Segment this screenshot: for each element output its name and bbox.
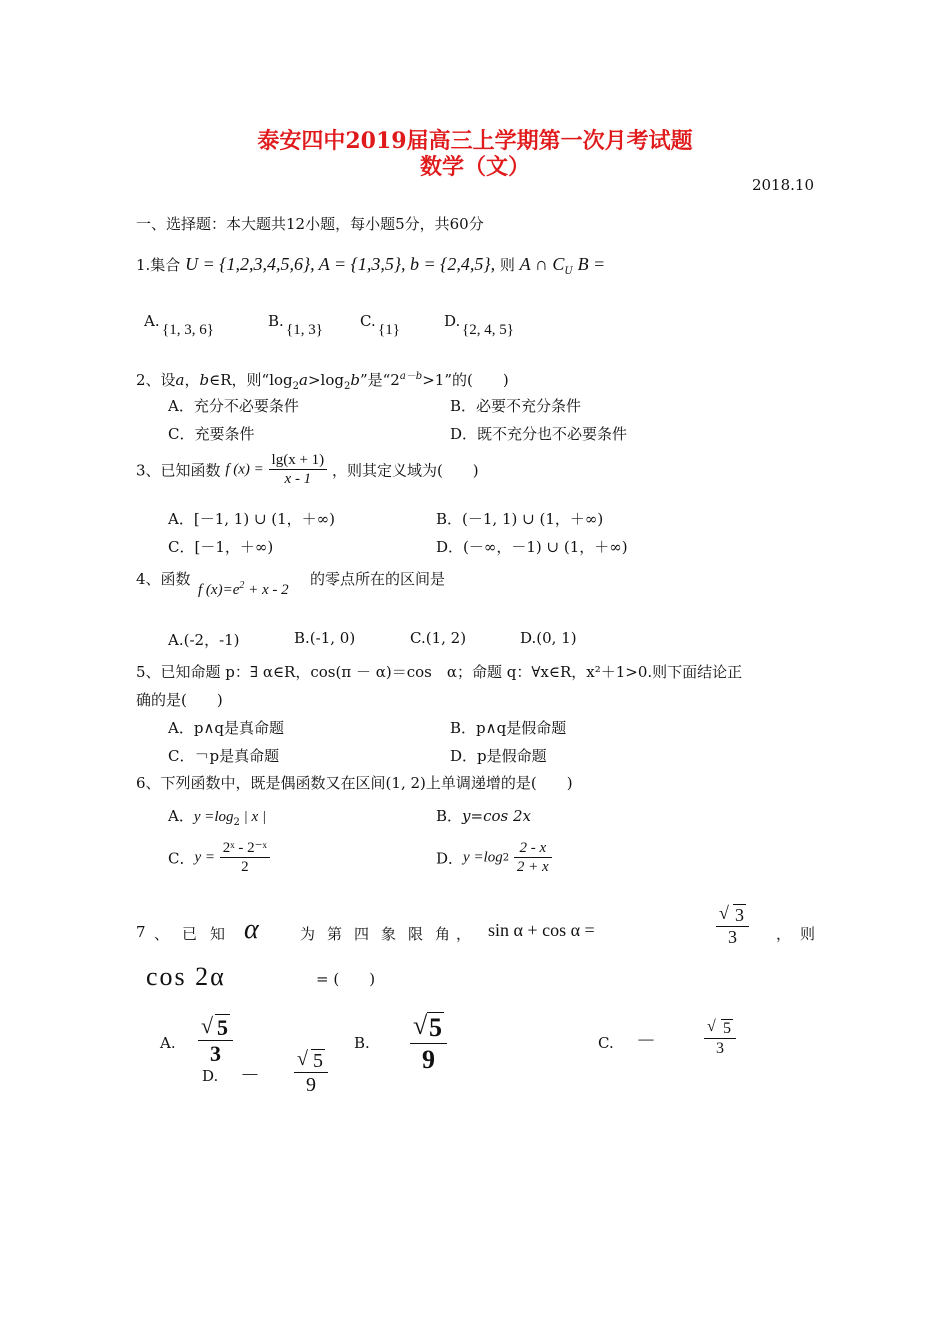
- q2-s12: a－b: [399, 371, 423, 382]
- q2-s2: a: [175, 371, 185, 389]
- q7-option-a-label: A.: [160, 1034, 176, 1052]
- q6-option-c-fraction: [220, 840, 270, 876]
- q7-fraction: √ 3 3: [716, 906, 749, 948]
- exam-subtitle: 数学（文）: [419, 154, 530, 180]
- q2-option-b-label: B．: [450, 397, 477, 415]
- q3-fx: f (x) =: [225, 461, 264, 478]
- q7-option-c-rad: 5: [723, 1020, 731, 1037]
- q2-option-d-value: 既不充分也不必要条件: [477, 425, 628, 443]
- q4-option-b-label: B.: [294, 629, 310, 647]
- q4-option-d-value: (0, 1): [536, 629, 577, 647]
- question-1: [136, 254, 605, 277]
- q6-option-a-sub: 2: [233, 817, 240, 828]
- q1-option-b-label: B.: [268, 312, 284, 330]
- q1-option-a: [144, 312, 160, 330]
- q2-option-a-label: A．: [168, 397, 194, 415]
- q7-w5: 四: [354, 925, 370, 943]
- q3-numerator: lg(x + 1): [269, 452, 328, 470]
- q7-w4: 第: [327, 925, 343, 943]
- q4-suffix: 的零点所在的区间是: [310, 570, 446, 588]
- q4-option-c: [410, 629, 466, 647]
- q2-option-b: [450, 395, 581, 416]
- q3-option-c-value: [－1，＋∞): [194, 538, 274, 556]
- q5-option-b: [450, 717, 566, 738]
- q6-option-b-label: B．: [436, 807, 463, 825]
- q2-option-a: [168, 395, 299, 416]
- q1-option-a-value: {1, 3, 6}: [162, 322, 214, 338]
- q2-s13: >1”的( ): [422, 371, 509, 389]
- q7-option-c-den: 3: [716, 1039, 724, 1057]
- q1-target2: B =: [577, 254, 606, 274]
- exam-date: 2018.10: [751, 176, 814, 194]
- q1-option-b-value: {1, 3}: [286, 322, 323, 338]
- q2-s11: ”是“2: [359, 371, 400, 389]
- q7-w1: 已: [182, 925, 198, 943]
- q7-option-a: √ 5 3: [198, 1016, 233, 1068]
- question-2: [136, 367, 509, 392]
- exam-title: 泰安四中2019届高三上学期第一次月考试题: [257, 128, 693, 154]
- q5-option-d-label: D．: [450, 747, 478, 765]
- q2-s3: ，: [184, 371, 200, 389]
- q5-option-d-value: p是假命题: [477, 747, 547, 765]
- q7-w6: 象: [381, 925, 397, 943]
- q6-option-b-value: y=cos 2x: [462, 807, 531, 825]
- q2-s7: a: [299, 371, 308, 389]
- q5-option-c: [168, 745, 279, 766]
- q3-fraction: [269, 452, 328, 488]
- q7-expr: sin α + cos α =: [488, 920, 595, 940]
- q3-option-c: [168, 536, 273, 557]
- q2-option-c: [168, 423, 255, 444]
- q3-option-c-label: C．: [168, 538, 195, 556]
- q1-target: A ∩ C: [519, 254, 565, 274]
- q5-line2: 确的是( ): [136, 691, 223, 709]
- q5-option-c-label: C．: [168, 747, 195, 765]
- q3-option-d-value: (－∞，－1) ∪ (1，＋∞): [463, 538, 628, 556]
- q7-w2: 知: [210, 925, 226, 943]
- q2-option-d-label: D．: [450, 425, 478, 443]
- q7-w3: 为: [300, 925, 316, 943]
- q5-option-c-value: ￢p是真命题: [194, 747, 280, 765]
- q7-n: 7: [136, 923, 146, 941]
- q3-option-b-value: (－1, 1) ∪ (1，＋∞): [462, 510, 604, 528]
- q4-option-d-label: D.: [520, 629, 537, 647]
- q4-option-a-label: A.: [168, 631, 184, 649]
- q7-den: 3: [728, 926, 737, 947]
- q6-stem: 6、下列函数中，既是偶函数又在区间(1, 2)上单调递增的是( ): [136, 774, 573, 792]
- q7-sep: 、: [154, 925, 170, 943]
- q4-option-a-value: (-2，-1): [183, 631, 240, 649]
- q7-option-d-sign: －: [240, 1065, 260, 1087]
- q5-option-b-label: B．: [450, 719, 477, 737]
- q2-s8: >log: [307, 371, 344, 389]
- q2-s5: ∈R，则“log: [209, 371, 293, 389]
- q4-exp: 2: [239, 580, 245, 591]
- q6-option-d-den: 2 + x: [516, 858, 549, 875]
- q7-cos2a: [146, 962, 226, 992]
- q1-sub: U: [564, 266, 573, 277]
- q7-blank: = ( ): [316, 970, 376, 988]
- q7-option-b: √ 5 9: [410, 1014, 447, 1075]
- q7-comma2: ，: [776, 925, 792, 943]
- q1-option-c-value: {1}: [378, 322, 400, 338]
- q4-option-a: [168, 629, 240, 650]
- q3-suffix: ，则其定义域为( ): [331, 461, 479, 480]
- q5-line1: 5、已知命题 p：∃ α∈R，cos(π － α)＝cos α；命题 q：∀x∈R，x²＋1>0.则下面结论正: [136, 663, 743, 681]
- q2-s1: 2、设: [136, 371, 176, 389]
- q3-option-d: [436, 536, 628, 557]
- q7-option-c: － √ 5 3: [636, 1020, 736, 1058]
- q1-option-d-label: D.: [444, 312, 461, 330]
- q4-fx: f (x)=e: [198, 582, 240, 598]
- q5-option-d: [450, 745, 547, 766]
- q4-option-c-value: (1, 2): [425, 629, 467, 647]
- q6-option-c-num: 2ˣ - 2⁻ˣ: [220, 840, 270, 858]
- q2-option-c-label: C．: [168, 425, 195, 443]
- q7-alpha: α: [244, 914, 259, 945]
- q6-option-d: [436, 840, 552, 876]
- q1-prefix: 1.集合: [136, 256, 181, 274]
- q3-option-a-value: [－1, 1) ∪ (1，＋∞): [193, 510, 336, 528]
- q3-option-b-label: B．: [436, 510, 463, 528]
- q5-option-a-label: A．: [168, 719, 194, 737]
- q1-option-a-label: A.: [144, 312, 160, 330]
- q7-option-a-den: 3: [210, 1041, 221, 1067]
- q7-option-b-label: B.: [354, 1034, 370, 1052]
- q6-option-a-expr: y =log: [193, 809, 234, 825]
- q7-comma: ，: [456, 925, 472, 943]
- q6-option-a-rest: | x |: [239, 809, 267, 825]
- q6-option-c-den: 2: [241, 858, 249, 875]
- q6-option-c: [168, 840, 270, 876]
- q7-option-d-rad: 5: [313, 1050, 323, 1072]
- q6-option-c-label: C．: [168, 849, 195, 868]
- q7-w8: 角: [435, 925, 451, 943]
- q7-radicand: 3: [735, 905, 744, 925]
- q1-then: 则: [499, 256, 515, 274]
- q6-option-d-y: y =log: [463, 849, 503, 866]
- q6-option-b: [436, 805, 531, 826]
- q7-option-d-label: D.: [202, 1067, 219, 1085]
- q7-w7: 限: [408, 925, 424, 943]
- q1-expr: U = {1,2,3,4,5,6}, A = {1,3,5}, b = {2,4,5},: [185, 254, 496, 274]
- q7-num: [136, 923, 146, 941]
- q2-option-c-value: 充要条件: [194, 425, 255, 443]
- q2-s6: 2: [292, 381, 299, 392]
- q2-s10: b: [350, 371, 360, 389]
- q1-option-c-label: C.: [360, 312, 376, 330]
- q3-denominator: x - 1: [284, 470, 312, 487]
- q3-option-a: [168, 508, 335, 529]
- q5-option-a-value: p∧q是真命题: [193, 719, 285, 737]
- q2-option-b-value: 必要不充分条件: [476, 397, 582, 415]
- q6-option-a: [168, 805, 266, 828]
- q2-option-a-value: 充分不必要条件: [193, 397, 299, 415]
- q4-option-d: [520, 629, 577, 647]
- q5-option-b-value: p∧q是假命题: [476, 719, 567, 737]
- q7-option-c-label: C.: [598, 1034, 614, 1052]
- q4-rest: + x - 2: [244, 582, 289, 598]
- q4-function: [198, 580, 289, 599]
- q3-prefix: 3、已知函数: [136, 461, 221, 480]
- q4-option-c-label: C.: [410, 629, 426, 647]
- q7-option-d-den: 9: [306, 1074, 316, 1096]
- q6-option-d-fraction: [514, 840, 552, 876]
- q6-option-a-label: A．: [168, 807, 194, 825]
- q3-option-b: [436, 508, 603, 529]
- q5-option-a: [168, 717, 284, 738]
- q1-option-d-value: {2, 4, 5}: [462, 322, 514, 338]
- q4-prefix: 4、函数: [136, 570, 191, 588]
- q2-s9: 2: [343, 381, 351, 392]
- q6-option-c-y: y =: [194, 849, 216, 866]
- q7-option-c-sign: －: [636, 1030, 656, 1053]
- q3-option-d-label: D．: [436, 538, 464, 556]
- q4-option-b: [294, 629, 355, 647]
- q6-option-d-num: 2 - x: [514, 840, 552, 858]
- q7-option-b-rad: 5: [429, 1013, 442, 1042]
- q7-option-a-rad: 5: [217, 1015, 228, 1040]
- q2-option-d: [450, 423, 627, 444]
- q2-s4: b: [199, 371, 210, 389]
- q4-option-b-value: (-1, 0): [309, 629, 356, 647]
- q7-option-b-den: 9: [422, 1044, 435, 1074]
- q7-then: 则: [800, 925, 816, 943]
- question-3: [136, 452, 479, 488]
- q7-cos2a-text: cos 2α: [146, 962, 226, 991]
- q6-option-d-label: D．: [436, 849, 464, 868]
- section-heading: 一、选择题：本大题共12小题，每小题5分，共60分: [136, 215, 484, 233]
- q7-option-d: － √ 5 9: [240, 1050, 328, 1097]
- q6-option-d-sub: 2: [502, 852, 510, 864]
- q3-option-a-label: A．: [168, 510, 194, 528]
